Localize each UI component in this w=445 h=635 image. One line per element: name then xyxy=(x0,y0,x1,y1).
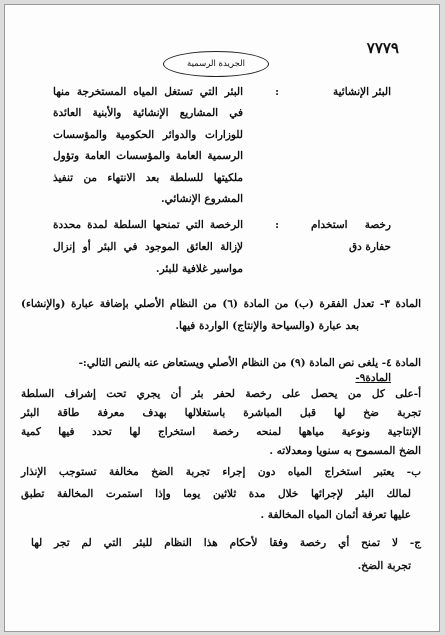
paragraph-a-line: الضخ المسموح به سنويا ومعدلاته . xyxy=(269,445,421,457)
paragraph-c-line: تجربة الضخ. xyxy=(357,560,411,572)
definition-line: الرخصة التي تمنحها السلطة لمدة محددة xyxy=(53,219,243,231)
definition-term: حفارة دق xyxy=(348,241,391,253)
definition-term: رخصة استخدام xyxy=(311,219,391,231)
definition-line: للوزارات والدوائر الحكومية والمؤسسات xyxy=(53,129,243,141)
definition-line: في المشاريع الإنشائية والأبنية العائدة xyxy=(53,107,243,119)
paragraph-b-line: ب- يعتبر استخراج المياه دون إجراء تجربة الضخ مخالفة تستوجب الإنذار xyxy=(21,466,421,478)
paragraph-c-line: ج- لا تمنح أي رخصة وفقا لأحكام هذا النظام للبئر التي لم تجر لها xyxy=(31,537,421,549)
document-body xyxy=(5,5,439,631)
article-9-heading: المادة٩- xyxy=(355,372,391,384)
article-4-intro: المادة ٤- يلغى نص المادة (٩) من النظام الأصلي ويستعاض عنه بالنص التالي:- xyxy=(78,357,421,369)
definition-line: لإزالة العائق الموجود في البئر أو إنزال xyxy=(53,241,243,253)
page-number: ٧٧٧٩ xyxy=(366,39,399,57)
definition-line: المشروع الإنشائي. xyxy=(160,193,243,205)
definition-line: الرسمية العامة والمؤسسات العامة وتؤول xyxy=(53,150,243,162)
paragraph-a-line: الإنتاجية ونوعية مياهها لمنحه رخصة استخراج لها تحدد فيها كمية xyxy=(21,426,421,438)
gazette-emblem-label: الجريدة الرسمية xyxy=(187,59,245,69)
paragraph-a-line: تجربة ضخ لها قبل المباشرة باستغلالها بهدف معرفة طاقة البئر xyxy=(21,407,421,419)
article-3-line: بعد عبارة (والسياحة والإنتاج) الواردة فيها. xyxy=(175,320,359,332)
paragraph-b-line: عليها تعرفة أثمان المياه المخالفة . xyxy=(260,509,411,521)
definition-line: البئر التي تستغل المياه المستخرجة منها xyxy=(53,86,243,98)
paragraph-b-line: لمالك البئر لإجرائها خلال مدة ثلاثين يوما وإذا استمرت المخالفة تطبق xyxy=(21,488,411,500)
definition-line: مواسير غلافية للبئر. xyxy=(155,263,243,275)
definition-colon: : xyxy=(275,219,279,231)
definition-colon: : xyxy=(275,86,279,98)
document-page xyxy=(4,4,440,632)
paragraph-a-line: أ-على كل من يحصل على رخصة لحفر بئر أن يجري تحت إشراف السلطة xyxy=(21,388,421,400)
definition-line: ملكيتها للسلطة بعد الانتهاء من تنفيذ xyxy=(53,172,243,184)
definition-term: البئر الإنشائية xyxy=(332,86,391,98)
article-3-line: المادة ٣- تعدل الفقرة (ب) من المادة (٦) من النظام الأصلي بإضافة عبارة (والإنشاء) xyxy=(21,298,422,310)
